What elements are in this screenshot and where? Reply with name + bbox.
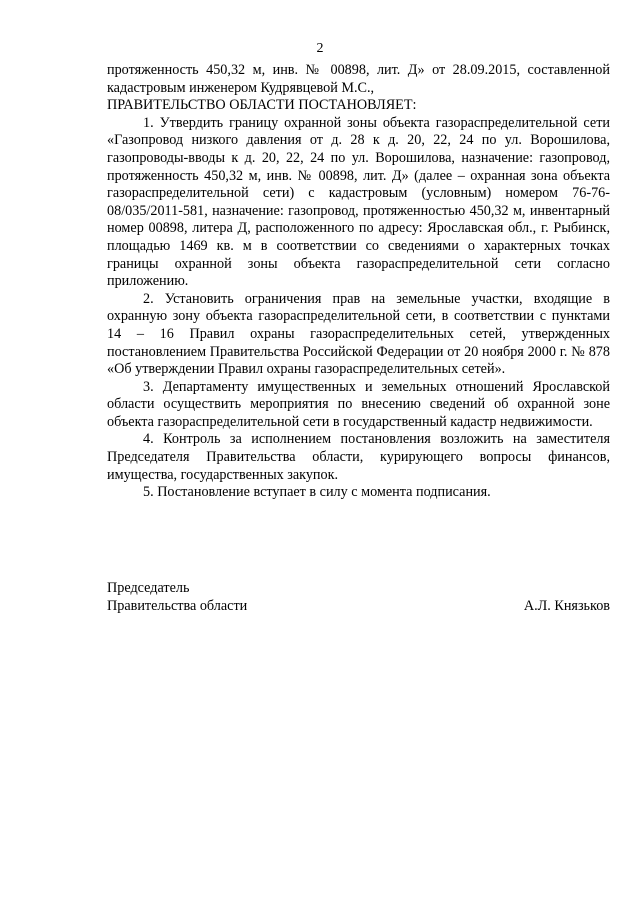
clause-3: 3. Департаменту имущественных и земельных отношений Ярославской области осуществить мероприятия по внесению сведений об охранной зоне объекта газораспределительной сети в государственный кадастр недвижимости. bbox=[107, 378, 610, 430]
clause-5: 5. Постановление вступает в силу с момента подписания. bbox=[143, 484, 491, 501]
document-body bbox=[107, 62, 610, 502]
clause-2: 2. Установить ограничения прав на земельные участки, входящие в охранную зону объекта газораспределительной сети, в соответствии с пунктами 14 – 16 Правил охраны газораспределительных сетей, утвержденных постановлением Правительства Российской Федерации от 20 ноября 2000 г. № 878 «Об утверждении Правил охраны газораспределительных сетей». bbox=[107, 290, 610, 378]
clause-4: 4. Контроль за исполнением постановления возложить на заместителя Председателя Правительства области, курирующего вопросы финансов, имущества, государственных закупок. bbox=[107, 431, 610, 483]
intro-continuation: протяженность 450,32 м, инв. № 00898, лит. Д» от 28.09.2015, составленной кадастровым инженером Кудрявцевой М.С., bbox=[107, 62, 610, 96]
resolution-heading: ПРАВИТЕЛЬСТВО ОБЛАСТИ ПОСТАНОВЛЯЕТ: bbox=[107, 97, 417, 114]
signature-block bbox=[107, 580, 610, 615]
signatory-title-line1: Председатель bbox=[107, 580, 190, 596]
page-number: 2 bbox=[316, 41, 324, 56]
signatory-title-line2: Правительства области bbox=[107, 597, 248, 614]
signatory-name: А.Л. Князьков bbox=[523, 597, 610, 614]
clause-1: 1. Утвердить границу охранной зоны объекта газораспределительной сети «Газопровод низкого давления от д. 28 к д. 20, 22, 24 по ул. Ворошилова, газопроводы-вводы к д. 20, 22, 24 по ул. Ворошилова, назначение: газопровод, протяженность 450,32 м, инв. № 00898, лит. Д» (далее – охранная зона объекта газораспределительной сети) с кадастровым (условным) номером 76-76-08/035/2011-581, назначение: газопровод, протяженностью 450,32 м, инвентарный номер 00898, литера Д, расположенного по адресу: Ярославская обл., г. Рыбинск, площадью 1469 кв. м в соответствии со сведениями о характерных точках границы охранной зоны объекта газораспределительной сети согласно приложению. bbox=[107, 114, 610, 290]
